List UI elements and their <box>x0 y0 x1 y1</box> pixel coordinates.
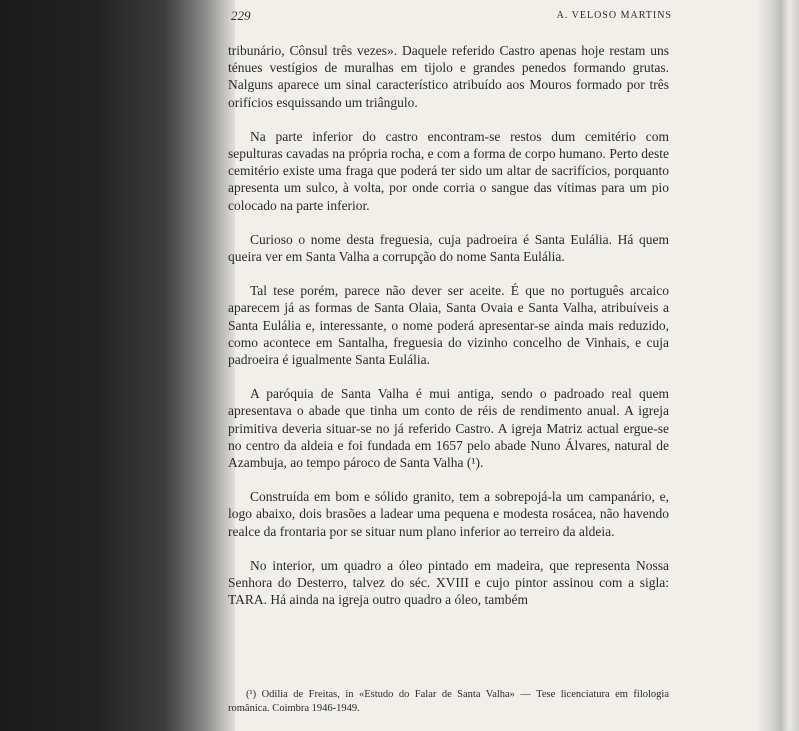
paragraph: A paróquia de Santa Valha é mui antiga, sendo o padroado real quem apresentava o abade que tinha um conto de réis de rendimento anual. A igreja primitiva deveria situar-se no já referido Castro. A igreja Matriz actual ergue-se no centro da aldeia e foi fundada em 1657 pelo abade Nuno Álvares, natural de Azambuja, ao tempo pároco de Santa Valha (¹). <box>228 386 669 471</box>
footnote <box>228 688 669 716</box>
running-head: A. VELOSO MARTINS <box>556 10 672 21</box>
page-number: 229 <box>231 8 251 23</box>
paragraph: Curioso o nome desta freguesia, cuja padroeira é Santa Eulália. Há quem queira ver em Santa Valha a corrupção do nome Santa Eulália. <box>228 231 669 265</box>
paragraph: Construída em bom e sólido granito, tem a sobrepojá-la um campanário, e, logo abaixo, dois brasões a ladear uma pequena e modesta rosácea, não havendo realce da frontaria por se situar num plano inferior ao terreiro da aldeia. <box>228 489 669 539</box>
body-text <box>228 42 669 625</box>
page-edges <box>759 0 799 731</box>
paragraph: Na parte inferior do castro encontram-se restos dum cemitério com sepulturas cavadas na própria rocha, e com a forma de corpo humano. Perto deste cemitério existe uma fraga que poderá ter sido um altar de sacrifícios, porquanto apresenta um sulco, à volta, por onde corria o sangue das vítimas para um pio colocado na parte inferior. <box>228 128 669 213</box>
book-gutter-shadow <box>0 0 235 731</box>
book-page <box>228 0 672 731</box>
footnote-text: (¹) Odília de Freitas, in «Estudo do Falar de Santa Valha» — Tese licenciatura em filologia românica. Coimbra 1946-1949. <box>228 689 669 714</box>
paragraph: tribunário, Cônsul três vezes». Daquele referido Castro apenas hoje restam uns ténues vestígios de muralhas em tijolo e grandes penedos formando grutas. Nalguns aparece um sinal característico atribuído aos Mouros formado por três orifícios esquissando um triângulo. <box>228 43 669 110</box>
paragraph: No interior, um quadro a óleo pintado em madeira, que representa Nossa Senhora do Desterro, talvez do séc. XVIII e cujo pintor assinou com a sigla: TARA. Há ainda na igreja outro quadro a óleo, também <box>228 557 669 608</box>
paragraph: Tal tese porém, parece não dever ser aceite. É que no português arcaico aparecem já as formas de Santa Olaia, Santa Ovaia e Santa Valha, atribuíveis a Santa Eulália e, interessante, o nome poderá apresentar-se ainda mais reduzido, como acontece em Santalha, freguesia do vizinho concelho de Vinhais, e cuja padroeira é igualmente Santa Eulália. <box>228 283 669 368</box>
